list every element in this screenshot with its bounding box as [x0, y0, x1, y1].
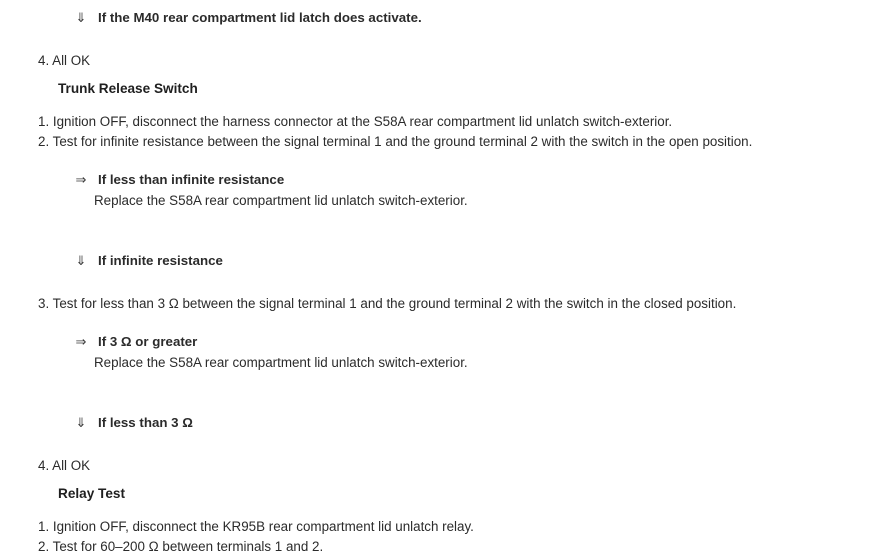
branch-label: If infinite resistance	[98, 253, 223, 268]
branch-condition	[72, 10, 422, 26]
arrow-down-icon: ⇓	[75, 10, 87, 25]
branch-condition	[72, 415, 193, 431]
step-item: 3. Test for less than 3 Ω between the signal terminal 1 and the ground terminal 2 with the switch in the closed position.	[38, 296, 737, 311]
step-item: 2. Test for 60–200 Ω between terminals 1 and 2.	[38, 539, 324, 554]
step-item: 2. Test for infinite resistance between the signal terminal 1 and the ground terminal 2 with the switch in the open position.	[38, 134, 753, 149]
step-item: 4. All OK	[38, 53, 91, 68]
action-text: Replace the S58A rear compartment lid unlatch switch-exterior.	[94, 355, 468, 370]
step-item: 4. All OK	[38, 458, 91, 473]
section-heading: Relay Test	[58, 486, 125, 501]
arrow-right-icon: ⇒	[75, 172, 87, 187]
arrow-down-icon: ⇓	[75, 415, 87, 430]
branch-condition	[72, 334, 197, 350]
branch-condition	[72, 253, 223, 269]
branch-label: If 3 Ω or greater	[98, 334, 198, 349]
arrow-right-icon: ⇒	[75, 334, 87, 349]
step-item: 1. Ignition OFF, disconnect the harness connector at the S58A rear compartment lid unlatch switch-exterior.	[38, 114, 673, 129]
branch-label: If less than infinite resistance	[98, 172, 285, 187]
branch-condition	[72, 172, 284, 188]
branch-label: If the M40 rear compartment lid latch does activate.	[98, 10, 422, 25]
step-item: 1. Ignition OFF, disconnect the KR95B rear compartment lid unlatch relay.	[38, 519, 474, 534]
branch-label: If less than 3 Ω	[98, 415, 193, 430]
arrow-down-icon: ⇓	[75, 253, 87, 268]
action-text: Replace the S58A rear compartment lid unlatch switch-exterior.	[94, 193, 468, 208]
section-heading: Trunk Release Switch	[58, 81, 198, 96]
